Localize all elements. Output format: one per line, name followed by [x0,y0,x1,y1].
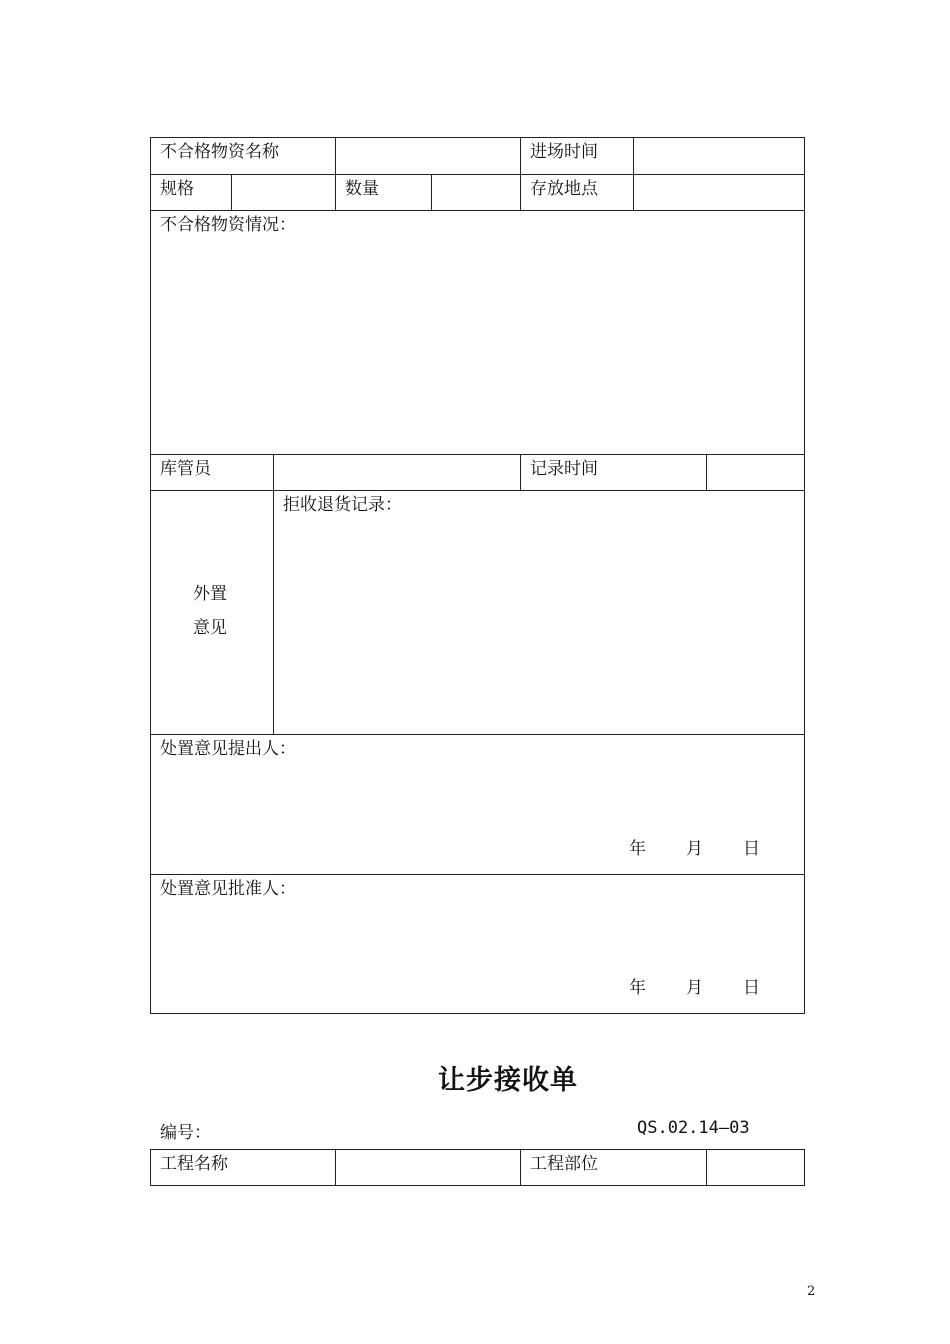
proposer-date-month: 月 [686,839,703,859]
quantity-label-cell [336,175,432,211]
material-condition-label: 不合格物资情况： [160,215,296,235]
approver-cell[interactable] [151,875,804,1013]
approver-date-month: 月 [686,978,703,998]
reject-return-record-label: 拒收退货记录： [283,495,402,515]
project-part-label: 工程部位 [530,1154,598,1174]
entry-time-value-cell[interactable] [634,138,804,175]
material-name-label-cell [151,138,336,175]
disposal-opinion-label-line1: 外置 [193,584,227,604]
proposer-cell[interactable] [151,735,804,875]
quantity-label: 数量 [345,179,379,199]
page-number: 2 [807,1284,816,1299]
project-part-value-cell[interactable] [707,1150,804,1185]
storage-location-label: 存放地点 [530,179,598,199]
keeper-label-cell [151,455,274,491]
approver-label: 处置意见批准人： [160,879,296,899]
entry-time-label: 进场时间 [530,142,598,162]
project-name-label-cell [151,1150,336,1185]
storage-location-value-cell[interactable] [634,175,804,211]
material-name-label: 不合格物资名称 [160,142,279,162]
record-time-label-cell [521,455,707,491]
concession-form [150,1149,805,1186]
spec-label: 规格 [160,179,194,199]
proposer-label: 处置意见提出人： [160,739,296,759]
nonconforming-material-form [150,137,805,1014]
spec-value-cell[interactable] [232,175,336,211]
proposer-date [629,841,763,858]
approver-date [629,980,763,997]
proposer-date-day: 日 [743,839,760,859]
storage-location-label-cell [521,175,634,211]
keeper-value-cell[interactable] [274,455,521,491]
approver-date-year: 年 [629,978,646,998]
approver-date-day: 日 [743,978,760,998]
project-name-value-cell[interactable] [336,1150,521,1185]
disposal-opinion-label [193,577,227,645]
disposal-opinion-label-line2: 意见 [193,618,227,638]
reject-return-record-cell[interactable] [274,491,804,735]
material-name-value-cell[interactable] [336,138,521,175]
project-name-label: 工程名称 [160,1154,228,1174]
keeper-label: 库管员 [160,459,211,479]
concession-title: 让步接收单 [438,1065,578,1096]
entry-time-label-cell [521,138,634,175]
disposal-opinion-label-cell [151,491,274,735]
quantity-value-cell[interactable] [432,175,521,211]
record-time-value-cell[interactable] [707,455,804,491]
record-time-label: 记录时间 [530,459,598,479]
spec-label-cell [151,175,232,211]
material-condition-cell[interactable] [151,211,804,455]
serial-value: QS.02.14—03 [637,1118,750,1138]
project-part-label-cell [521,1150,707,1185]
serial-label: 编号： [160,1123,211,1143]
proposer-date-year: 年 [629,839,646,859]
